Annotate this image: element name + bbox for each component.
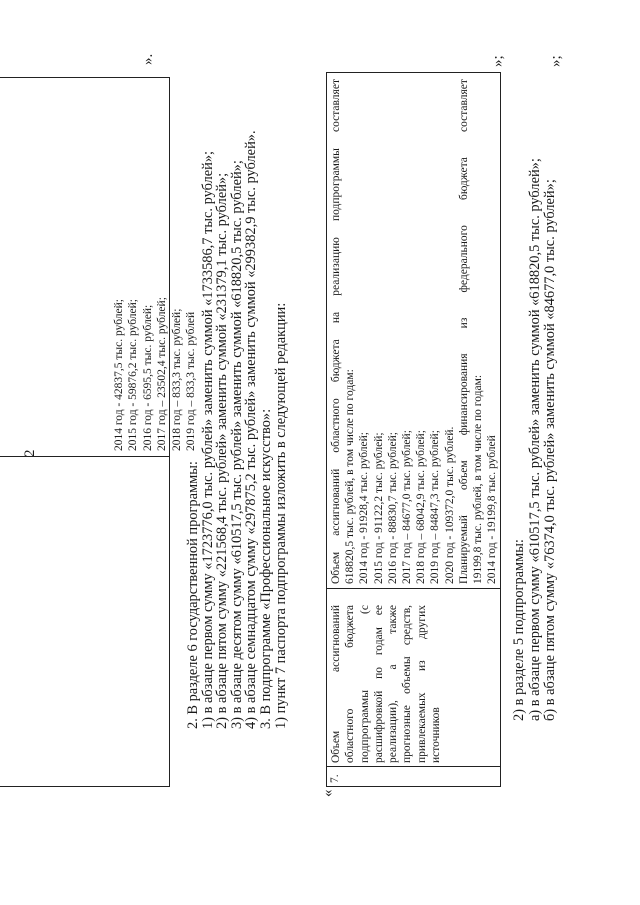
table-column-divider [326, 766, 501, 767]
table-column-divider [326, 588, 501, 589]
section-bottom-text [512, 158, 559, 721]
value-line: 2016 год - 88830,7 тыс. рублей; [386, 432, 399, 584]
value-line: 2014 год - 19199,8 тыс. рублей [486, 435, 499, 584]
word: бюджета [457, 157, 470, 201]
table-left-border [0, 786, 170, 787]
year-line: 2015 год - 59876,2 тыс. рублей; [127, 299, 140, 451]
paragraph-line: 3. В подпрограмме «Профессиональное искусство»: [257, 408, 274, 729]
word: федерального [457, 225, 470, 293]
paragraph-line: б) в абзаце пятом сумму «76374,0 тыс. рублей» заменить суммой «84677,0 тыс. рублей»; [542, 179, 558, 721]
quote-text: »; [548, 55, 564, 67]
closing-quote [548, 55, 565, 67]
word: подпрограммы [330, 148, 342, 222]
passport-table [326, 72, 501, 787]
word: ассигнований [330, 468, 342, 536]
paragraph-line: 3) в абзаце десятом сумму «610517,5 тыс. рублей» заменить суммой «618820,5 тыс. рублей»; [228, 160, 245, 729]
value-line: 2020 год - 109372,0 тыс. рублей. [443, 426, 456, 584]
table-right-border [326, 72, 501, 73]
justified-line [457, 79, 471, 584]
section-2-text [186, 130, 288, 729]
word: на [330, 311, 342, 324]
row-value [329, 79, 499, 584]
table-top-border [326, 72, 327, 787]
paragraph-line: 1) в абзаце первом сумму «1723776,0 тыс. рублей» заменить суммой «1733586,7 тыс. рублей»; [199, 150, 216, 729]
row-number: 7. [329, 774, 341, 783]
word: финансирования [457, 353, 470, 436]
word: из [457, 317, 470, 329]
word: составляет [457, 79, 470, 133]
value-line: 19199,8 тыс. рублей, в том числе по годам: [472, 374, 485, 584]
paragraph-line: 2. В разделе 6 государственной программы: [185, 461, 201, 729]
word: бюджета [330, 339, 342, 383]
paragraph-line: 4) в абзаце семнадцатом сумму «297875,2 тыс. рублей» заменить суммой «299382,9 тыс. рублей». [243, 130, 260, 729]
year-line: 2014 год - 42837,5 тыс. рублей; [113, 299, 125, 451]
value-line: 2019 год – 84847,3 тыс. рублей; [429, 430, 442, 584]
value-line: 618820,5 тыс. рублей, в том числе по годам: [344, 369, 357, 584]
word: составляет [330, 79, 342, 132]
paragraph-line: а) в абзаце первом сумму «610517,5 тыс. рублей» заменить суммой «618820,5 тыс. рублей»; [526, 158, 543, 721]
value-line: 2014 год - 91928,4 тыс. рублей; [358, 432, 371, 584]
value-line: 2018 год – 68042,9 тыс. рублей; [415, 430, 428, 584]
justified-line [329, 79, 343, 584]
year-line: 2016 год - 6595,5 тыс. рублей; [141, 304, 154, 451]
year-line: 2019 год – 833,3 тыс. рублей [185, 311, 198, 451]
page-number: 2 [22, 449, 38, 457]
opening-quote: « [320, 789, 336, 797]
paragraph-line: 1) пункт 7 паспорта подпрограммы изложить в следующей редакции: [272, 302, 289, 729]
word: Объем [330, 551, 342, 584]
table-left-border [326, 786, 501, 787]
value-line: 2015 год - 91122,2 тыс. рублей; [372, 432, 385, 584]
closing-quote: ». [140, 53, 156, 65]
word: объем [457, 460, 470, 490]
table-bottom-border [500, 72, 501, 787]
closing-quote: »; [490, 55, 506, 67]
row-label: Объем ассигнований областного бюджета подпрограммы (с расшифровкой по годам ее реализации), а также прогнозные объемы средств, привлекаемых из других источников [330, 605, 443, 763]
paragraph-line: 2) в разделе 5 подпрограммы: [511, 539, 527, 721]
word: реализацию [330, 237, 342, 296]
year-line: 2017 год – 23502,4 тыс. рублей; [156, 297, 169, 451]
table-right-border [0, 77, 170, 78]
paragraph-line: 2) в абзаце пятом сумму «221568,4 тыс. рублей» заменить суммой «231379,1 тыс. рублей»; [214, 172, 231, 729]
table-column-divider [0, 456, 170, 457]
year-line: 2018 год – 833,3 тыс. рублей; [170, 308, 183, 451]
value-line: 2017 год – 84677,0 тыс. рублей; [401, 430, 414, 584]
word: Планируемый [457, 515, 470, 584]
word: областного [330, 398, 342, 453]
